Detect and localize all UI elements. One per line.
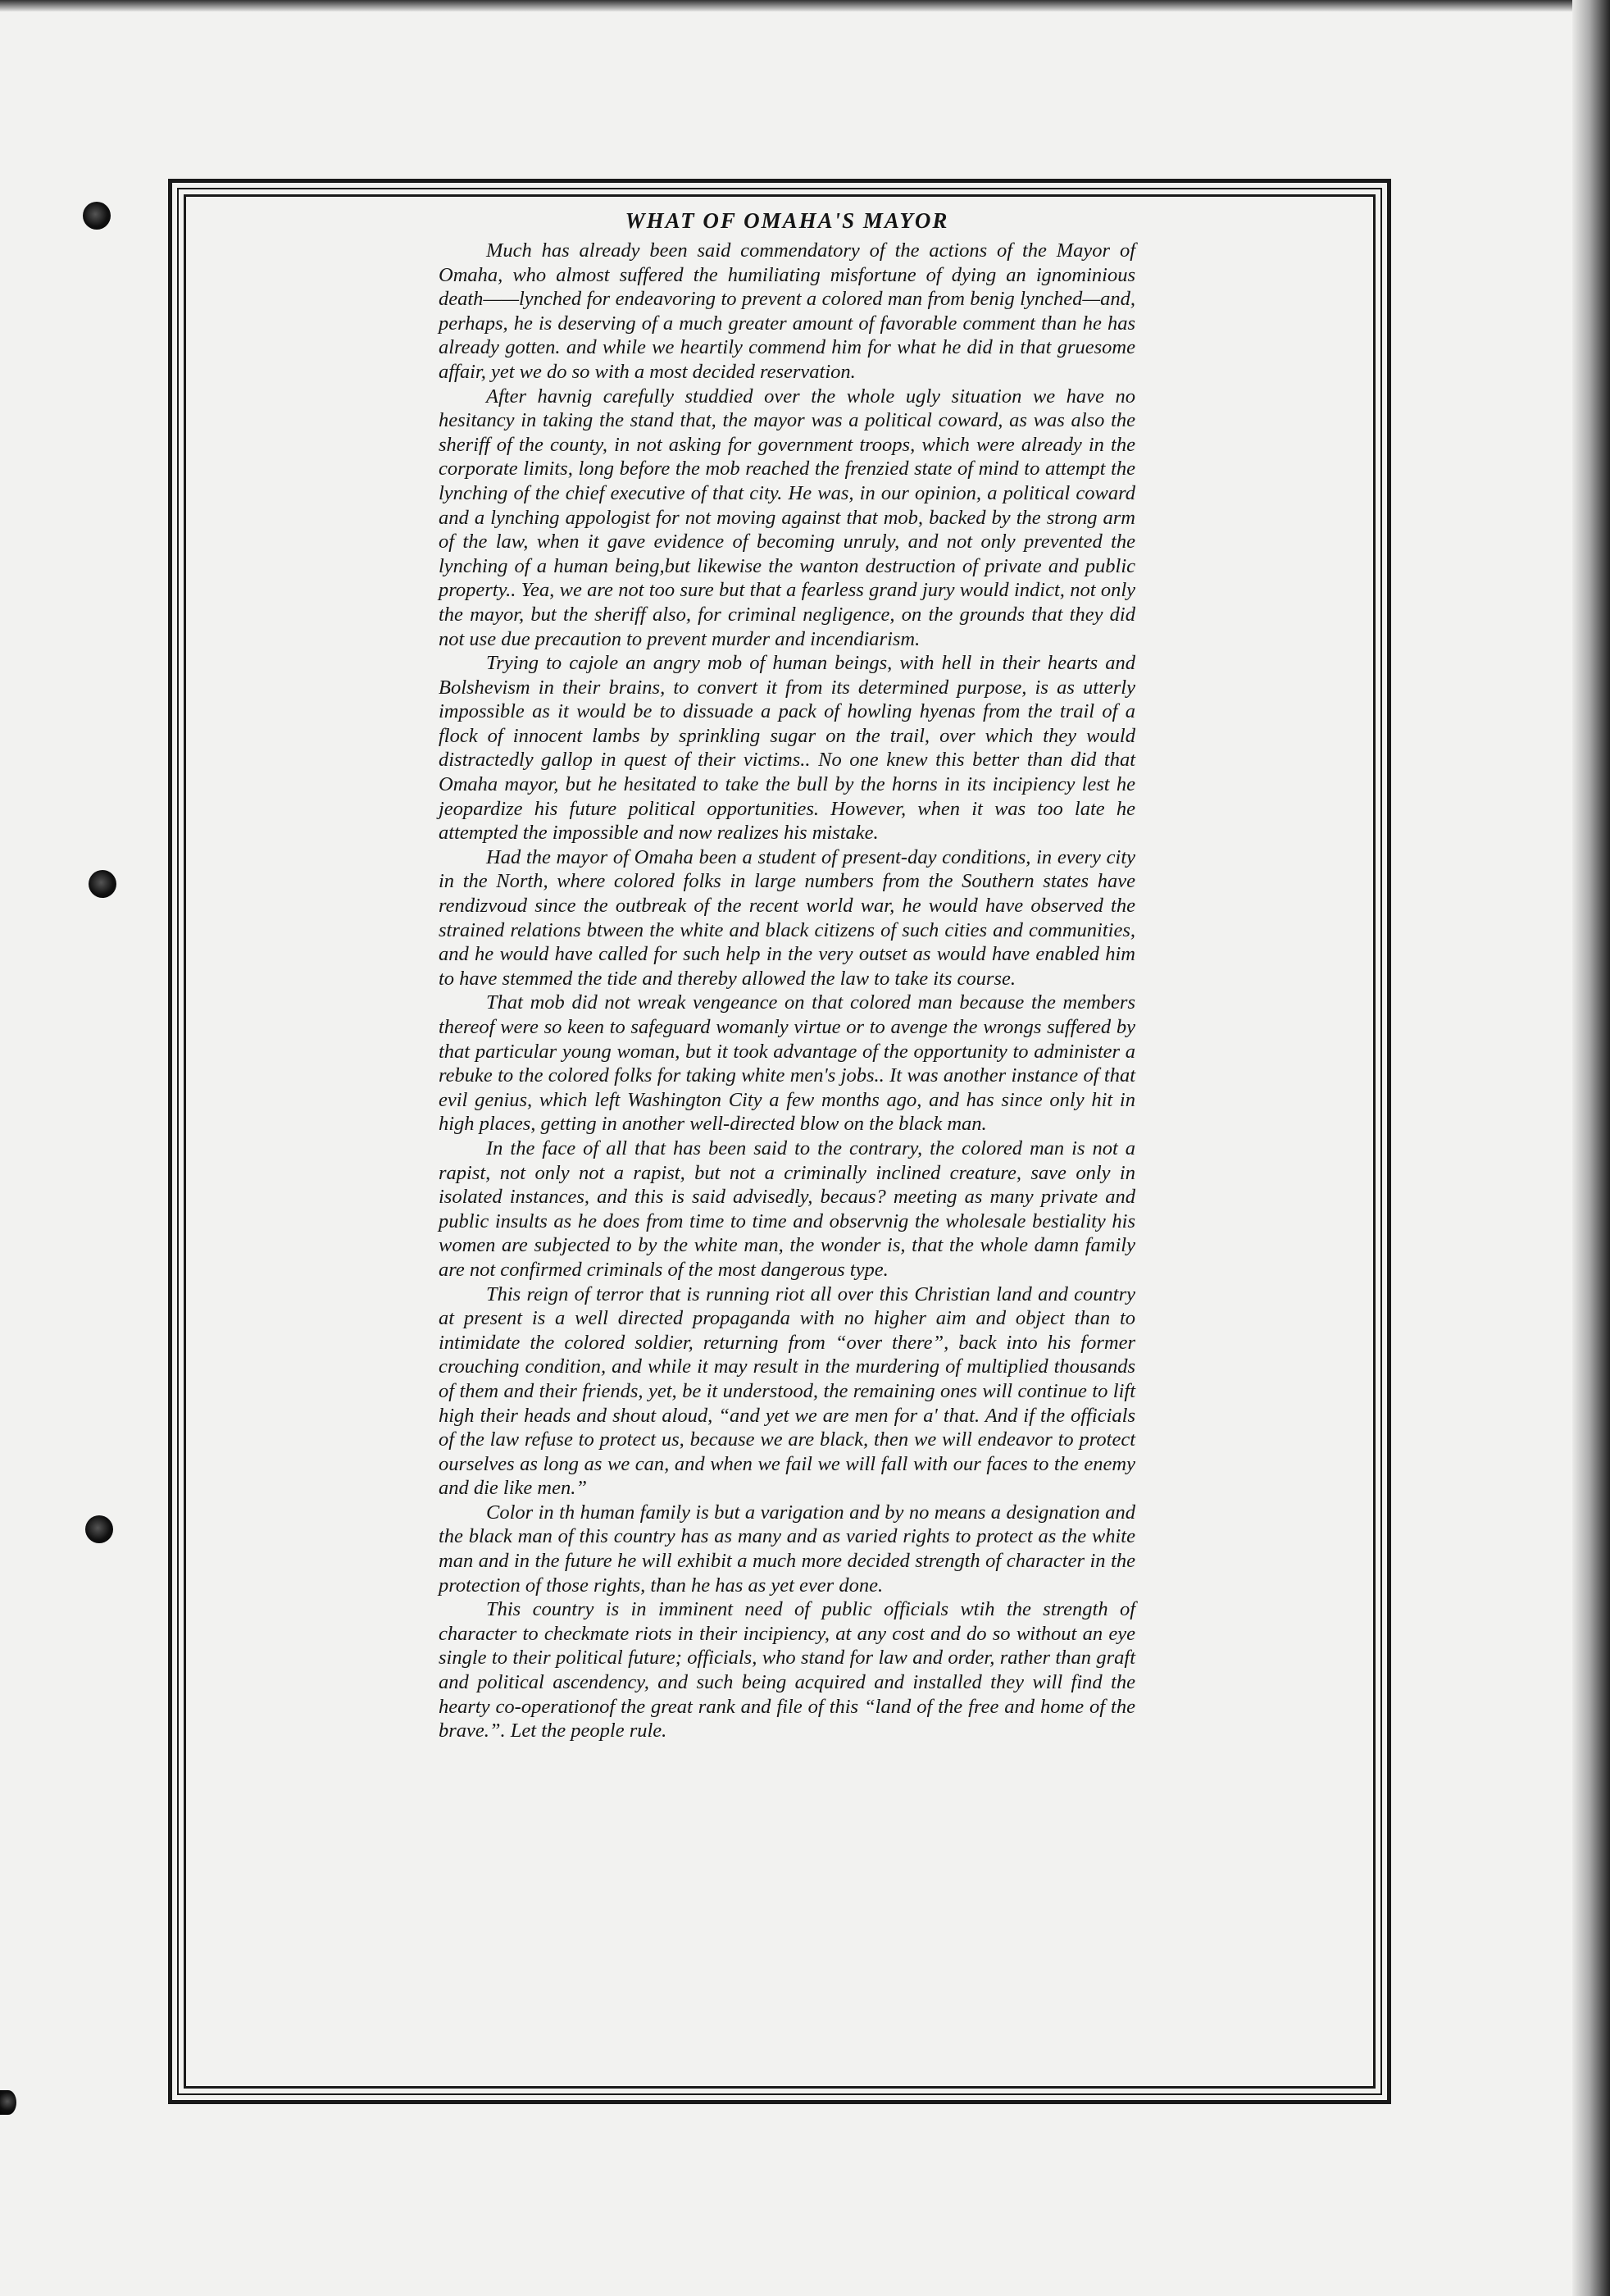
article-title: WHAT OF OMAHA'S MAYOR [625, 208, 949, 233]
article-paragraph-9: This country is in imminent need of public officials wtih the strength of character to checkmate riots in their incipiency, at any cost and do so without an eye single to their political future; officials, who stand for law and order, rather than graft and political ascendency, and such being acquired and installed they will find the hearty co-operationof the great rank and file of this “land of the free and home of the brave.”. Let the people rule. [439, 1598, 1135, 1742]
scan-edge-top [0, 0, 1610, 11]
article-paragraph-1: Much has already been said commendatory of the actions of the Mayor of Omaha, who almost suffered the humiliating misfortune of dying an ignominious death——lynched for endeavoring to prevent a colored man from benig lynched—and, perhaps, he is deserving of a much greater amount of favorable comment than he has already gotten. and while we heartily commend him for what he did in that gruesome affair, yet we do so with a most decided reservation. [439, 239, 1135, 383]
binding-hole-4 [0, 2090, 16, 2115]
binding-hole-3 [85, 1515, 113, 1543]
binding-hole-1 [83, 202, 111, 230]
article-paragraph-4: Had the mayor of Omaha been a student of present-day conditions, in every city in the North, where colored folks in large numbers from the Southern states have rendizvoud since the outbreak of the recent world war, he would have observed the strained relations btween the white and black citizens of such cities and communities, and he would have called for such help in the very outset as would have enabled him to have stemmed the tide and thereby allowed the law to take its course. [439, 845, 1135, 990]
binding-hole-2 [89, 870, 116, 898]
article [439, 208, 1135, 1743]
article-paragraph-3: Trying to cajole an angry mob of human beings, with hell in their hearts and Bolshevism in their brains, to convert it from its determined purpose, is as utterly impossible as it would be to dissuade a pack of howling hyenas from the trail of a flock of innocent lambs by sprinkling sugar on the trail, over which they would distractedly gallop in quest of their victims.. No one knew this better than did that Omaha mayor, but he hesitated to take the bull by the horns in its incipiency lest he jeopardize his future political opportunities. However, when it was too late he attempted the impossible and now realizes his mistake. [439, 652, 1135, 845]
scan-edge-right [1572, 0, 1610, 2296]
article-paragraph-8: Color in th human family is but a varigation and by no means a designation and the black man of this country has as many and as varied rights to protect as the white man and in the future he will exhibit a much more decided strength of character in the protection of those rights, than he has as yet ever done. [439, 1501, 1135, 1597]
article-paragraph-2: After havnig carefully studdied over the whole ugly situation we have no hesitancy in taking the stand that, the mayor was a political coward, as was also the sheriff of the county, in not asking for government troops, which were already in the corporate limits, long before the mob reached the frenzied state of mind to attempt the lynching of the chief executive of that city. He was, in our opinion, a political coward and a lynching appologist for not moving against that mob, backed by the strong arm of the law, when it gave evidence of becoming unruly, and not only prevented the lynching of a human being,but likewise the wanton destruction of private and public property.. Yea, we are not too sure but that a fearless grand jury would indict, not only the mayor, but the sheriff also, for criminal negligence, on the grounds that they did not use due precaution to prevent murder and incendiarism. [439, 385, 1135, 650]
article-paragraph-5: That mob did not wreak vengeance on that colored man because the members thereof were so keen to safeguard womanly virtue or to avenge the wrongs suffered by that particular young woman, but it took advantage of the opportunity to administer a rebuke to the colored folks for taking white men's jobs.. It was another instance of that evil genius, which left Washington City a few months ago, and has since only hit in high places, getting in another well-directed blow on the black man. [439, 991, 1135, 1136]
article-paragraph-7: This reign of terror that is running riot all over this Christian land and country at present is a well directed propaganda with no higher aim and object than to intimidate the colored soldier, returning from “over there”, back into his former crouching condition, and while it may result in the murdering of multiplied thousands of them and their friends, yet, be it understood, the remaining ones will continue to lift high their heads and shout aloud, “and yet we are men for a' that. And if the officials of the law refuse to protect us, because we are black, then we will endeavor to protect ourselves as long as we can, and when we fail we will fall with our faces to the enemy and die like men.” [439, 1282, 1135, 1500]
article-paragraph-6: In the face of all that has been said to the contrary, the colored man is not a rapist, not only not a rapist, but not a criminally inclined creature, save only in isolated instances, and this is said advisedly, becaus? meeting as many private and public insults as he does from time to time and observnig the wholesale bestiality his women are subjected to by the white man, the wonder is, that the whole damn family are not confirmed criminals of the most dangerous type. [439, 1137, 1135, 1281]
